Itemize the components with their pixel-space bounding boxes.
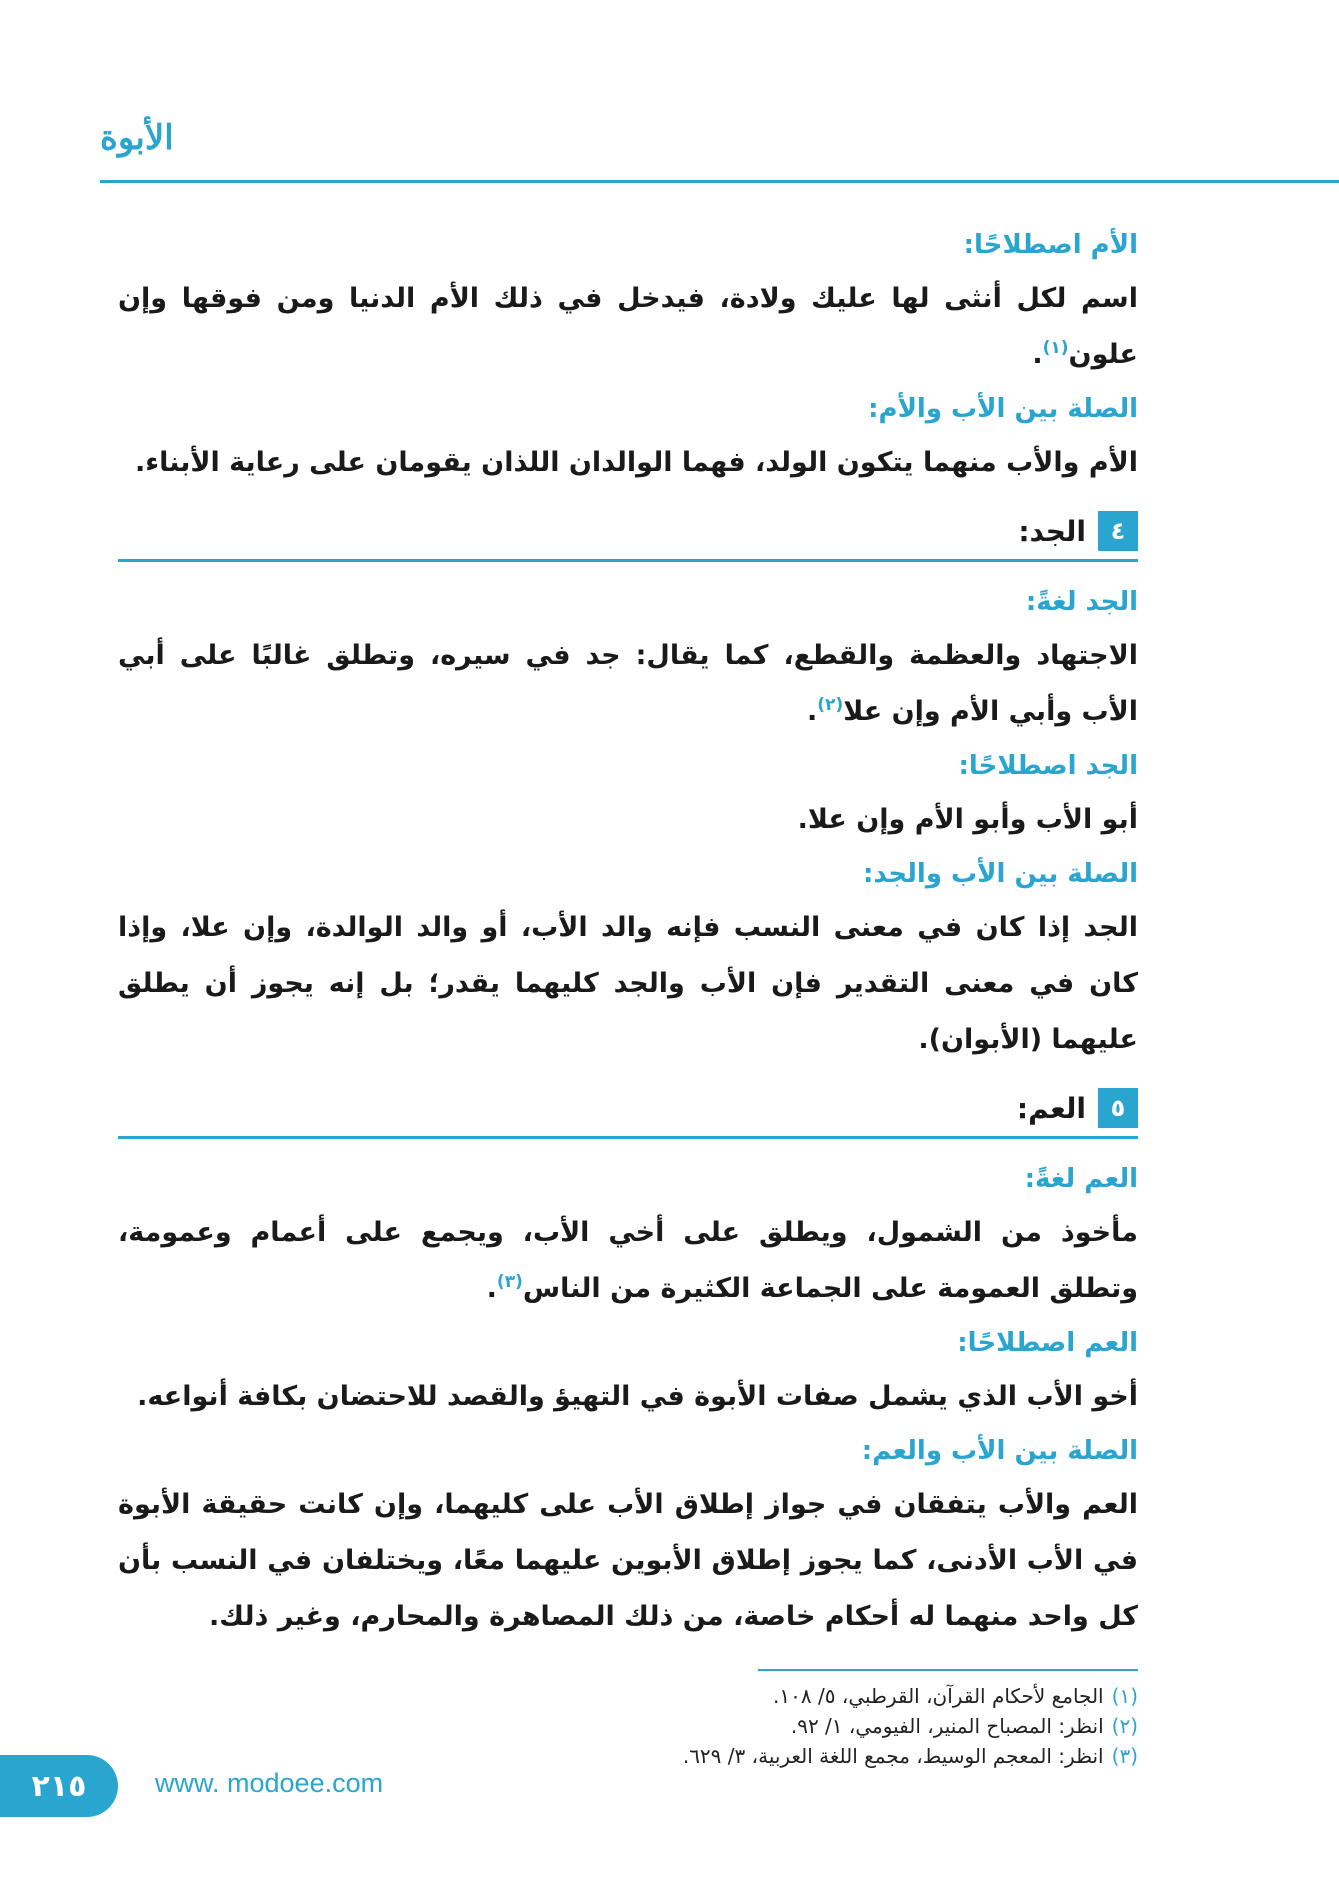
father-grandfather-relation-heading: الصلة بين الأب والجد: xyxy=(863,859,1138,889)
father-mother-relation-text: الأم والأب منهما يتكون الولد، فهما الوالدان اللذان يقومان على رعاية الأبناء. xyxy=(135,447,1138,478)
main-content xyxy=(118,225,1138,1771)
section-uncle-heading xyxy=(118,1086,1138,1130)
section-number-badge: ٤ xyxy=(1098,511,1138,551)
footnote-ref-1[interactable]: (١) xyxy=(1042,338,1069,358)
footnote-ref-3[interactable]: (٣) xyxy=(496,1272,523,1292)
footnote-ref-2[interactable]: (٢) xyxy=(817,695,844,715)
grandfather-lang-text: الاجتهاد والعظمة والقطع، كما يقال: جد في سيره، وتطلق غالبًا على أبي الأب وأبي الأم وإن علا$^{(٢)}$. xyxy=(118,640,1138,727)
website-link[interactable]: www. modoee.com xyxy=(155,1768,384,1798)
footnote: (٢)انظر: المصباح المنير، الفيومي، ١/ ٩٢. xyxy=(790,1714,1138,1738)
section-title: الجد: xyxy=(1018,514,1086,548)
footnote: (٣)انظر: المعجم الوسيط، مجمع اللغة العربية، ٣/ ٦٢٩. xyxy=(682,1744,1138,1768)
uncle-lang-heading: العم لغةً: xyxy=(1024,1164,1138,1194)
mother-term-text: اسم لكل أنثى لها عليك ولادة، فيدخل في ذلك الأم الدنيا ومن فوقها وإن علون$^{(١)}$. xyxy=(118,283,1138,370)
father-uncle-relation-heading: الصلة بين الأب والعم: xyxy=(861,1436,1138,1466)
page-header-title: الأبوة xyxy=(100,118,174,158)
uncle-term-text: أخو الأب الذي يشمل صفات الأبوة في التهيؤ والقصد للاحتضان بكافة أنواعه. xyxy=(137,1381,1138,1412)
footnote: (١)الجامع لأحكام القرآن، القرطبي، ٥/ ١٠٨. xyxy=(773,1684,1138,1708)
header-rule xyxy=(100,180,1339,183)
section-title: العم: xyxy=(1016,1091,1086,1125)
grandfather-lang-heading: الجد لغةً: xyxy=(1025,587,1138,617)
section-rule xyxy=(118,1136,1138,1139)
mother-term-heading: الأم اصطلاحًا: xyxy=(963,230,1138,260)
father-grandfather-relation-text: الجد إذا كان في معنى النسب فإنه والد الأب، أو والد الوالدة، وإن علا، وإذا كان في معنى التقدير فإن الأب والجد كليهما يقدر؛ بل إنه يجوز أن يطلق عليهما (الأبوان). xyxy=(118,912,1138,1055)
uncle-term-heading: العم اصطلاحًا: xyxy=(957,1328,1138,1358)
section-grandfather-heading xyxy=(118,509,1138,553)
grandfather-term-heading: الجد اصطلاحًا: xyxy=(958,751,1138,781)
footnote-rule xyxy=(758,1669,1138,1671)
uncle-lang-text: مأخوذ من الشمول، ويطلق على أخي الأب، ويجمع على أعمام وعمومة، وتطلق العمومة على الجماعة الكثيرة من الناس$^{(٣)}$. xyxy=(118,1217,1138,1304)
section-number-badge: ٥ xyxy=(1098,1088,1138,1128)
page-number: ٢١٥ xyxy=(0,1755,118,1817)
section-rule xyxy=(118,559,1138,562)
grandfather-term-text: أبو الأب وأبو الأم وإن علا. xyxy=(797,804,1138,835)
father-uncle-relation-text: العم والأب يتفقان في جواز إطلاق الأب على كليهما، وإن كانت حقيقة الأبوة في الأب الأدنى، كما يجوز إطلاق الأبوين عليهما معًا، ويختلفان في النسب بأن كل واحد منهما له أحكام خاصة، من ذلك المصاهرة والمحارم، وغير ذلك. xyxy=(118,1489,1138,1632)
father-mother-relation-heading: الصلة بين الأب والأم: xyxy=(868,394,1138,424)
